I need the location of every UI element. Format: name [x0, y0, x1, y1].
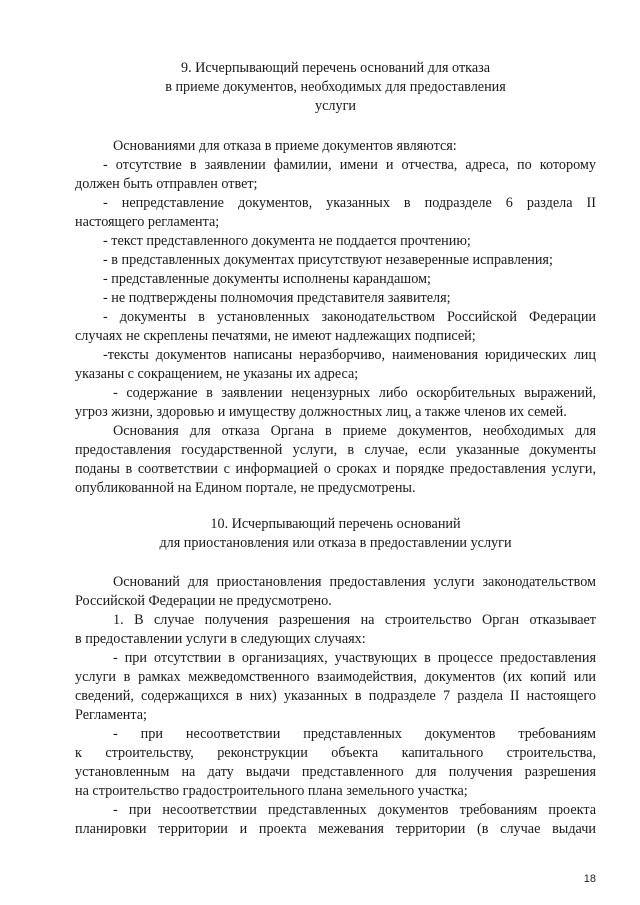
section-9-item: - содержание в заявлении нецензурных либо оскорбительных выражений, — [113, 385, 596, 401]
section-10-subitem: - при несоответствии представленных документов требованиям — [113, 726, 596, 742]
section-9-item: - документы в установленных законодательством Российской Федерации — [103, 309, 596, 325]
section-10-subitem-cont: услуги в рамках межведомственного взаимодействия, документов (их копий или — [75, 669, 596, 685]
section-10-subitem-cont: Регламента; — [75, 707, 147, 723]
section-10-subitem-cont: к строительству, реконструкции объекта капитального строительства, — [75, 745, 596, 761]
section-9-item: - непредставление документов, указанных в подразделе 6 раздела II — [103, 195, 596, 211]
section-10-title-line-1: 10. Исчерпывающий перечень оснований — [210, 516, 461, 532]
section-9-paragraph-cont: опубликованной на Едином портале, не предусмотрены. — [75, 480, 416, 496]
section-10-subitem: - при отсутствии в организациях, участвующих в процессе предоставления — [113, 650, 596, 666]
section-10-subitem-cont: на строительство градостроительного плана земельного участка; — [75, 783, 468, 799]
section-9-title-line-1: 9. Исчерпывающий перечень оснований для отказа — [180, 60, 491, 76]
section-9-title-line-2: в приеме документов, необходимых для предоставления — [165, 79, 506, 95]
section-9-item-cont: должен быть отправлен ответ; — [75, 176, 258, 192]
section-10-item-cont: в предоставлении услуги в следующих случаях: — [75, 631, 366, 647]
section-9-item-cont: случаях не скреплены печатями, не имеют надлежащих подписей; — [75, 328, 476, 344]
section-10-subitem-cont: планировки территории и проекта межевания территории (в случае выдачи — [75, 821, 596, 837]
section-10-subitem: - при несоответствии представленных документов требованиям проекта — [113, 802, 596, 818]
section-9-item: - текст представленного документа не поддается прочтению; — [103, 233, 471, 249]
section-9-item: - представленные документы исполнены карандашом; — [103, 271, 431, 287]
section-10-paragraph: Оснований для приостановления предоставления услуги законодательством — [113, 574, 596, 590]
section-9-title-line-3: услуги — [315, 98, 356, 114]
section-9-intro: Основаниями для отказа в приеме документов являются: — [113, 138, 457, 154]
section-9-item-cont: настоящего регламента; — [75, 214, 220, 230]
section-9-item-cont: указаны с сокращением, не указаны их адреса; — [75, 366, 359, 382]
section-9-paragraph-cont: поданы в соответствии с информацией о сроках и порядке предоставления услуги, — [75, 461, 596, 477]
section-10-paragraph-cont: Российской Федерации не предусмотрено. — [75, 593, 332, 609]
section-10-subitem-cont: сведений, содержащихся в них) указанных в подразделе 7 раздела II настоящего — [75, 688, 596, 704]
section-10-item: 1. В случае получения разрешения на строительство Орган отказывает — [113, 612, 596, 628]
page-number: 18 — [583, 873, 596, 885]
section-9-item: - в представленных документах присутствуют незаверенные исправления; — [103, 252, 553, 268]
section-9-paragraph: Основания для отказа Органа в приеме документов, необходимых для — [113, 423, 596, 439]
section-9-item-cont: угроз жизни, здоровью и имуществу должностных лиц, а также членов их семей. — [75, 404, 567, 420]
section-10-subitem-cont: установленным на дату выдачи представленного для получения разрешения — [75, 764, 596, 780]
section-9-paragraph-cont: предоставления государственной услуги, в случае, если указанные документы — [75, 442, 596, 458]
section-9-item: - отсутствие в заявлении фамилии, имени и отчества, адреса, по которому — [103, 157, 596, 173]
section-10-title-line-2: для приостановления или отказа в предоставлении услуги — [159, 535, 512, 551]
section-9-item: - не подтверждены полномочия представителя заявителя; — [103, 290, 451, 306]
section-9-item: -тексты документов написаны неразборчиво, наименования юридических лиц — [103, 347, 596, 363]
